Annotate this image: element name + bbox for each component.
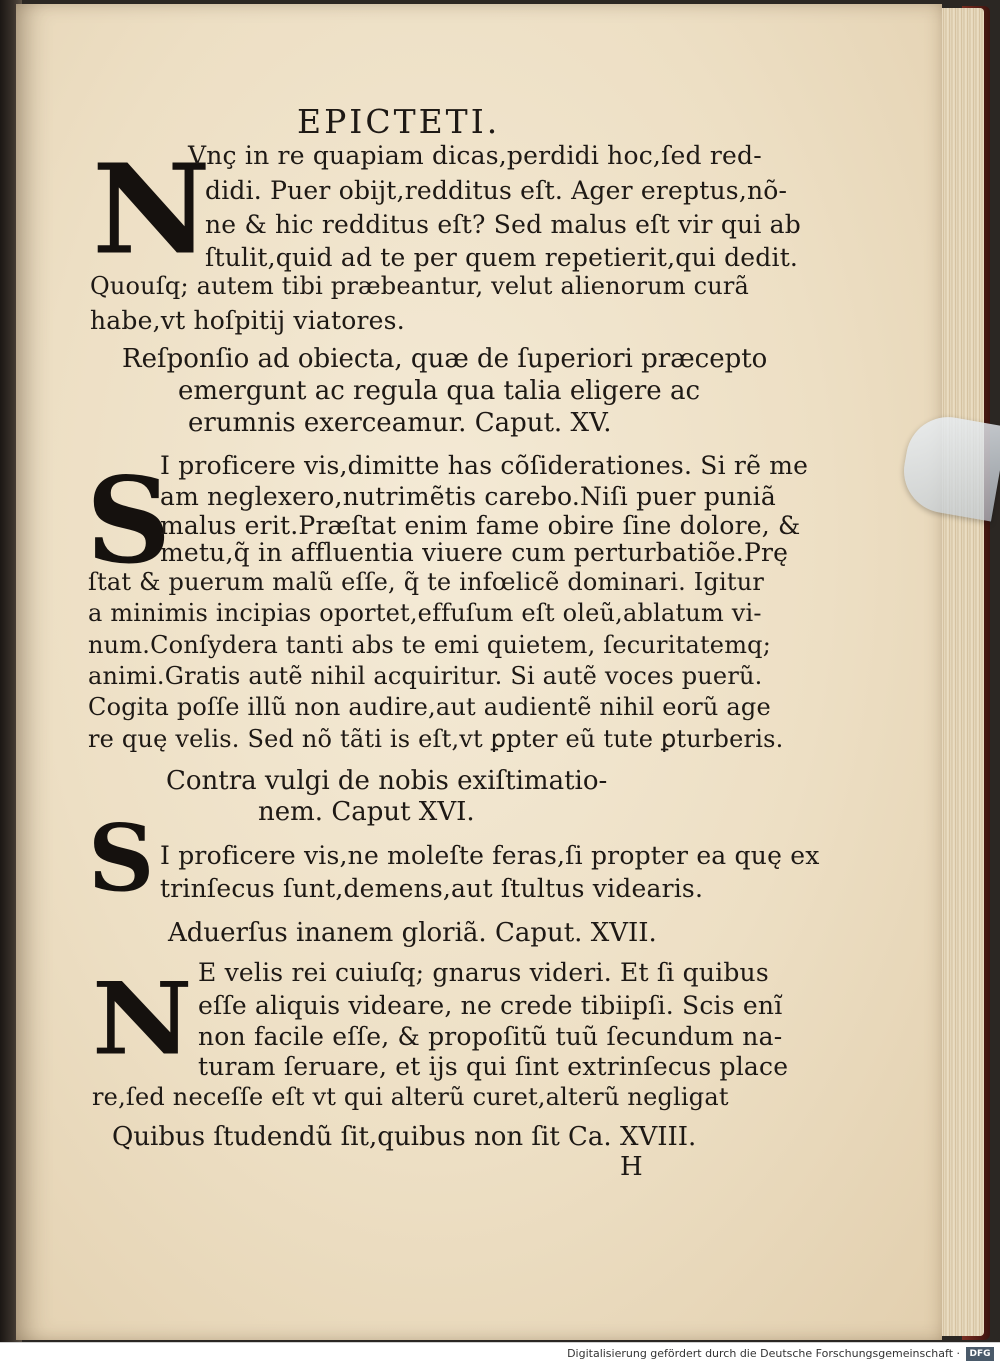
text-line: re quę velis. Sed nõ tãti is eſt,vt ꝑpter eũ tute ꝑturberis.: [88, 725, 784, 753]
text-line: ſtulit,quid ad te per quem repetierit,qui dedit.: [205, 243, 799, 272]
drop-initial-s: S: [86, 451, 172, 590]
text-line: ne & hic redditus eſt? Sed malus eſt vir qui ab: [205, 210, 801, 239]
chapter-heading: emergunt ac regula qua talia eligere ac: [178, 376, 701, 406]
text-line: ſtat & puerum malũ eſſe, q̃ te infœlicẽ dominari. Igitur: [88, 568, 765, 596]
text-line: metu,q̃ in affluentia viuere cum perturbatiõe.Prę: [160, 538, 789, 567]
text-line: E velis rei cuiuſq; gnarus videri. Et ſi quibus: [198, 958, 769, 987]
drop-initial-n: N: [92, 961, 193, 1078]
text-line: didi. Puer obijt,redditus eſt. Ager ereptus,nõ-: [205, 176, 788, 205]
text-line: am neglexero,nutrimẽtis carebo.Niſi puer puniã: [160, 482, 776, 511]
chapter-heading: Quibus ſtudendũ ſit,quibus non ſit Ca. XVIII.: [112, 1122, 697, 1152]
text-line: num.Conſydera tanti abs te emi quietem, ſecuritatemq;: [88, 631, 772, 659]
text-line: animi.Gratis autẽ nihil acquiritur. Si autẽ voces puerũ.: [88, 662, 763, 690]
text-line: non facile eſſe, & propoſitũ tuũ ſecundum na-: [198, 1022, 783, 1051]
drop-initial-n: N: [92, 136, 211, 282]
text-line: a minimis incipias oportet,effuſum eſt oleũ,ablatum vi-: [88, 599, 762, 627]
text-line: malus erit.Præſtat enim fame obire ſine dolore, &: [160, 511, 801, 540]
text-line: I proficere vis,dimitte has cõſiderationes. Si rẽ me: [160, 451, 809, 480]
text-line: I proficere vis,ne moleſte feras,ſi propter ea quę ex: [160, 841, 820, 870]
funding-notice: Digitalisierung gefördert durch die Deutsche Forschungsgemeinschaft ·: [567, 1347, 960, 1360]
chapter-heading: Aduerſus inanem gloriã. Caput. XVII.: [168, 918, 657, 948]
text-line: eſſe aliquis videare, ne crede tibiipſi. Scis enĩ: [198, 991, 783, 1020]
chapter-heading: Contra vulgi de nobis exiſtimatio-: [166, 766, 608, 796]
text-line: turam ſeruare, et ijs qui ſint extrinſecus place: [198, 1052, 789, 1081]
text-line: Quouſq; autem tibi præbeantur, velut alienorum curã: [90, 272, 750, 300]
text-line: re,ſed neceſſe eſt vt qui alterũ curet,alterũ negligat: [92, 1083, 729, 1111]
text-line: Vnç in re quapiam dicas,perdidi hoc,ſed red-: [188, 141, 762, 170]
chapter-heading: Reſponſio ad obiecta, quæ de ſuperiori præcepto: [122, 344, 768, 374]
chapter-heading: nem. Caput XVI.: [258, 797, 475, 827]
signature-mark: H: [620, 1152, 643, 1182]
text-line: trinſecus ſunt,demens,aut ſtultus videaris.: [160, 874, 704, 903]
drop-initial-s: S: [88, 804, 155, 912]
text-line: Cogita poſſe illũ non audire,aut audientẽ nihil eorũ age: [88, 693, 771, 721]
footer-bar: [0, 1342, 1000, 1366]
chapter-heading: erumnis exerceamur. Caput. XV.: [188, 408, 612, 438]
running-header: EPICTETI.: [297, 102, 501, 141]
text-line: habe,vt hoſpitij viatores.: [90, 306, 405, 335]
dfg-logo: DFG: [966, 1347, 994, 1361]
